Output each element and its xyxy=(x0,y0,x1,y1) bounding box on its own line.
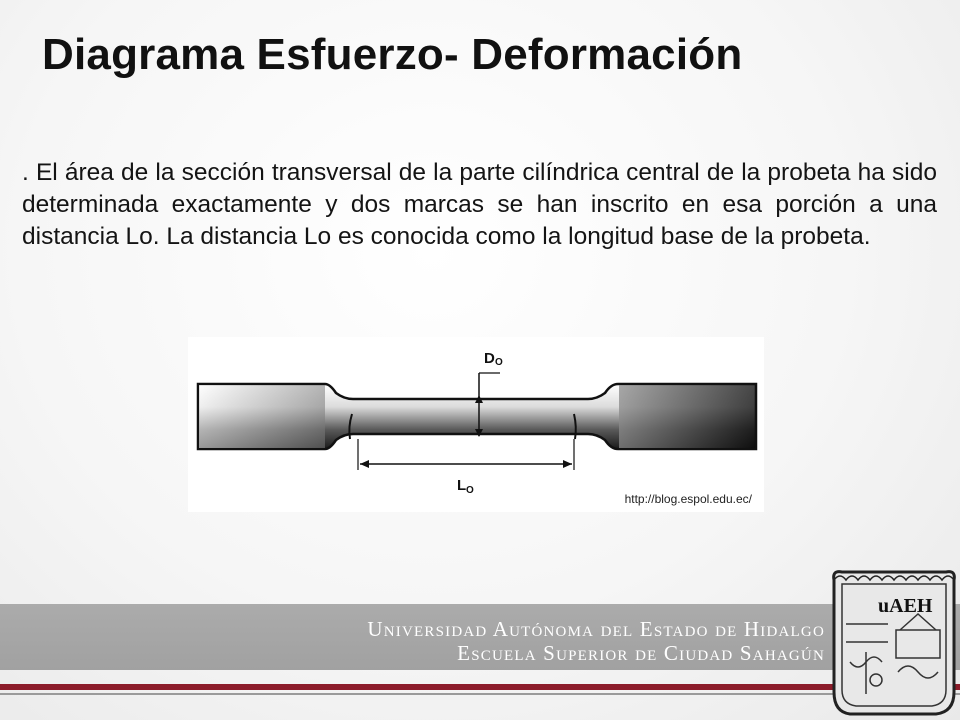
length-label: L xyxy=(457,477,467,494)
university-logo xyxy=(826,562,960,720)
slide-title: Diagrama Esfuerzo- Deformación xyxy=(42,30,743,79)
length-arrow-left xyxy=(360,460,369,468)
logo-text: uAEH xyxy=(878,595,933,617)
body-paragraph: . El área de la sección transversal de la parte cilíndrica central de la probeta ha sido determinada exactamente y dos marcas se han inscrito en esa porción a una distancia Lo. La distancia Lo es conocida como la longitud base de la probeta. xyxy=(22,159,937,250)
length-label-subscript: O xyxy=(466,485,474,496)
right-grip xyxy=(619,385,755,448)
footer-red-stripe xyxy=(0,684,960,690)
diameter-label-subscript: O xyxy=(495,357,503,368)
diameter-label: D xyxy=(484,350,495,367)
specimen-diagram xyxy=(188,337,764,512)
footer-gray-stripe xyxy=(0,693,960,695)
left-grip xyxy=(199,385,325,448)
specimen-figure xyxy=(188,337,764,512)
figure-source: http://blog.espol.edu.ec/ xyxy=(624,492,752,506)
school-line: Escuela Superior de Ciudad Sahagún xyxy=(457,641,825,666)
length-arrow-right xyxy=(563,460,572,468)
university-name xyxy=(367,617,825,665)
university-line: Universidad Autónoma del Estado de Hidalgo xyxy=(367,617,825,641)
university-seal xyxy=(826,562,960,720)
